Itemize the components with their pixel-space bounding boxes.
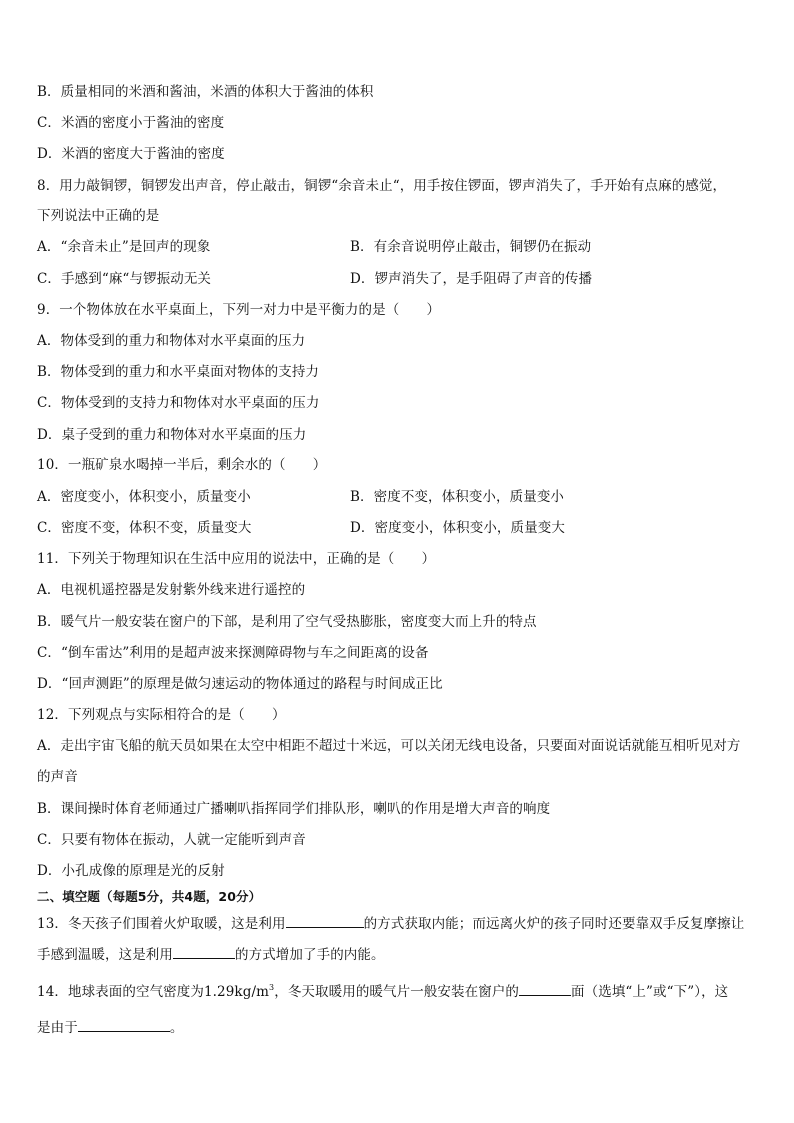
q7-option-c: C．米酒的密度小于酱油的密度 [37,115,225,131]
q10-option-a: A．密度变小，体积变小，质量变小 [37,489,251,505]
q13-text-3: 手感到温暖，这是利用 [37,947,173,963]
q8-option-b: B．有余音说明停止敲击，铜锣仍在振动 [350,239,592,255]
q10-options-row1 [37,488,774,506]
q7-option-d: D．米酒的密度大于酱油的密度 [37,146,225,162]
q9-option-b: B．物体受到的重力和水平桌面对物体的支持力 [37,364,320,380]
q11-option-c: C．“倒车雷达”利用的是超声波来探测障碍物与车之间距离的设备 [37,645,429,661]
q14-blank-2[interactable] [78,1018,170,1032]
q14-text-5: 。 [169,1020,184,1036]
q8-option-c: C．手感到“麻“与锣振动无关 [37,271,212,287]
q14-line1 [37,982,774,1001]
q12-option-a-line1: A．走出宇宙飞船的航天员如果在太空中相距不超过十米远，可以关闭无线电设备，只要面对面说话就能互相听见对方 [37,738,741,754]
q9-option-a: A．物体受到的重力和物体对水平桌面的压力 [37,333,306,349]
q13-blank-1[interactable] [286,914,364,928]
q14-text-1: 14．地球表面的空气密度为1.29kg/m [37,984,270,1000]
q9-option-d: D．桌子受到的重力和物体对水平桌面的压力 [37,427,307,443]
q7-option-b: B．质量相同的米酒和酱油，米酒的体积大于酱油的体积 [37,84,374,100]
section-heading-fill-in: 二、填空题（每题5分，共4题，20分） [37,889,262,904]
q12-option-d: D．小孔成像的原理是光的反射 [37,863,225,879]
q8-stem-line1: 8．用力敲铜锣，铜锣发出声音，停止敲击，铜锣“余音未止“，用手按住锣面，锣声消失了，手开始有点麻的感觉， [37,178,727,194]
q13-text-2: 的方式获取内能；而远离火炉的孩子同时还要靠双手反复摩擦让 [363,916,745,932]
q12-option-b: B．课间操时体育老师通过广播喇叭指挥同学们排队形，喇叭的作用是增大声音的响度 [37,801,551,817]
q10-option-d: D．密度变小，体积变小，质量变大 [350,520,565,536]
q14-blank-1[interactable] [519,982,571,996]
q11-option-d: D．“回声测距”的原理是做匀速运动的物体通过的路程与时间成正比 [37,676,443,692]
q14-text-3: 面（选填“上”或“下”），这 [571,984,729,1000]
q8-options-row1 [37,238,774,256]
q8-option-a: A．“余音未止”是回声的现象 [37,239,211,255]
q11-option-b: B．暖气片一般安装在窗户的下部，是利用了空气受热膨胀，密度变大而上升的特点 [37,614,537,630]
q13-blank-2[interactable] [173,945,235,959]
q10-stem: 10．一瓶矿泉水喝掉一半后，剩余水的（ ） [37,457,327,473]
q8-option-d: D．锣声消失了，是手阻碍了声音的传播 [350,271,593,287]
q14-superscript: 3 [269,983,275,992]
q14-text-2: ，冬天取暖用的暖气片一般安装在窗户的 [274,984,520,1000]
q13-text-1: 13．冬天孩子们围着火炉取暖，这是利用 [37,916,286,932]
q11-option-a: A．电视机遥控器是发射紫外线来进行遥控的 [37,582,306,598]
q8-stem-line2: 下列说法中正确的是 [37,208,160,224]
q12-option-c: C．只要有物体在振动，人就一定能听到声音 [37,832,306,848]
q14-text-4: 是由于 [37,1020,78,1036]
q12-option-a-line2: 的声音 [37,769,78,785]
q11-stem: 11．下列关于物理知识在生活中应用的说法中，正确的是（ ） [37,551,436,567]
q13-line1 [37,914,774,933]
q10-options-row2 [37,519,774,537]
q14-line2 [37,1018,774,1037]
q10-option-c: C．密度不变，体积不变，质量变大 [37,520,252,536]
q8-options-row2 [37,270,774,288]
q10-option-b: B．密度不变，体积变小，质量变小 [350,489,565,505]
q12-stem: 12．下列观点与实际相符合的是（ ） [37,707,286,723]
q13-line2 [37,945,774,964]
q13-text-4: 的方式增加了手的内能。 [235,947,385,963]
q9-stem: 9．一个物体放在水平桌面上，下列一对力中是平衡力的是（ ） [37,302,441,318]
q9-option-c: C．物体受到的支持力和物体对水平桌面的压力 [37,395,320,411]
